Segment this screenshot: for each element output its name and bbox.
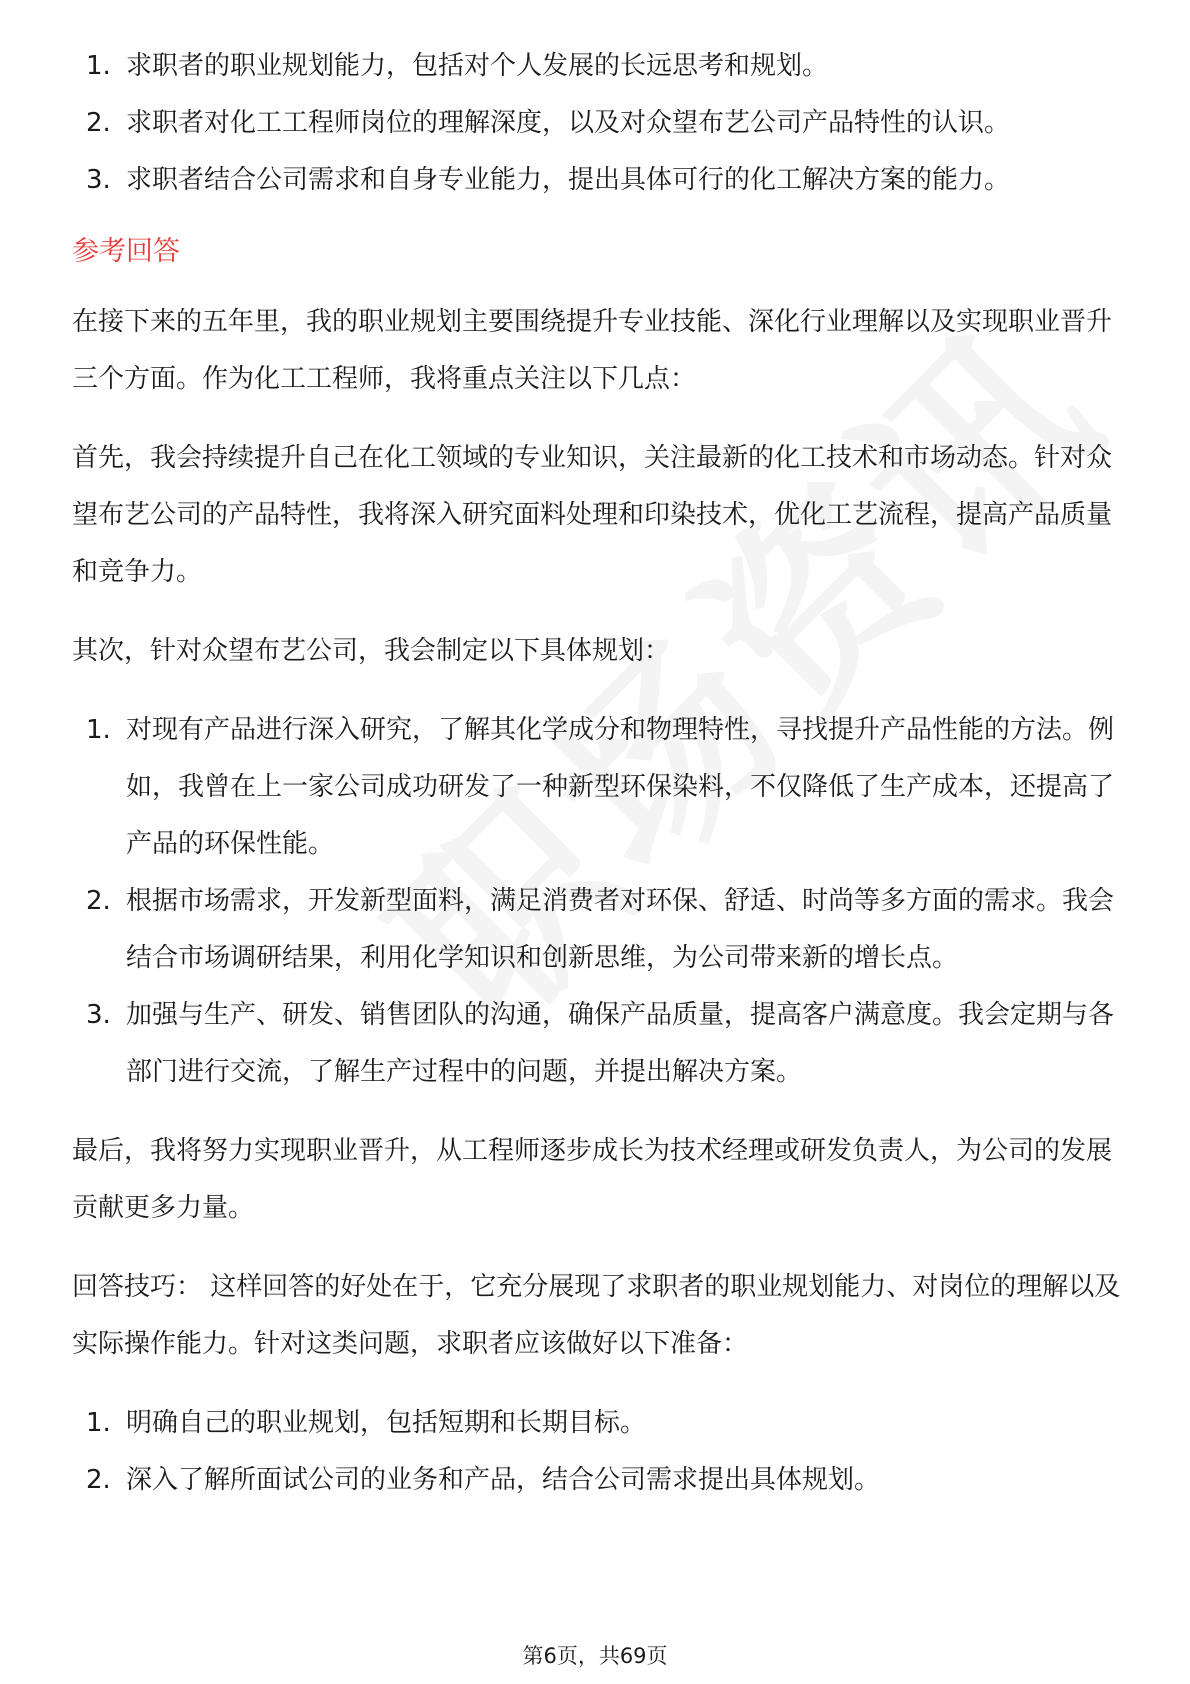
list-item: 2. 根据市场需求，开发新型面料，满足消费者对环保、舒适、时尚等多方面的需求。我会结合市场调研结果，利用化学知识和创新思维，为公司带来新的增长点。 [86, 886, 1115, 973]
list-item: 1. 明确自己的职业规划，包括短期和长期目标。 [86, 1408, 647, 1438]
section-heading: 参考回答 [72, 236, 180, 267]
list-item: 2. 深入了解所面试公司的业务和产品，结合公司需求提出具体规划。 [86, 1465, 881, 1495]
list-item-text: 深入了解所面试公司的业务和产品，结合公司需求提出具体规划。 [126, 1465, 881, 1495]
answer-last: 最后，我将努力实现职业晋升，从工程师逐步成长为技术经理或研发负责人，为公司的发展贡献更多力量。 [72, 1136, 1113, 1223]
list-item: 3. 加强与生产、研发、销售团队的沟通，确保产品质量，提高客户满意度。我会定期与各部门进行交流，了解生产过程中的问题，并提出解决方案。 [86, 1000, 1115, 1087]
list-item-text: 求职者的职业规划能力，包括对个人发展的长远思考和规划。 [126, 51, 829, 81]
list-item-text: 求职者对化工工程师岗位的理解深度，以及对众望布艺公司产品特性的认识。 [126, 108, 1011, 138]
list-item: 1. 对现有产品进行深入研究，了解其化学成分和物理特性，寻找提升产品性能的方法。例如，我曾在上一家公司成功研发了一种新型环保染料，不仅降低了生产成本，还提高了产品的环保性能。 [86, 715, 1115, 859]
answer-second: 其次，针对众望布艺公司，我会制定以下具体规划： [72, 636, 671, 666]
tips-list [72, 1395, 1122, 1509]
list-item: 1. 求职者的职业规划能力，包括对个人发展的长远思考和规划。 [86, 51, 829, 81]
answer-intro: 在接下来的五年里，我的职业规划主要围绕提升专业技能、深化行业理解以及实现职业晋升三个方面。作为化工工程师，我将重点关注以下几点： [72, 307, 1113, 394]
list-item-text: 对现有产品进行深入研究，了解其化学成分和物理特性，寻找提升产品性能的方法。例如，我曾在上一家公司成功研发了一种新型环保染料，不仅降低了生产成本，还提高了产品的环保性能。 [126, 715, 1115, 859]
page-content [72, 38, 1122, 1509]
list-item-text: 加强与生产、研发、销售团队的沟通，确保产品质量，提高客户满意度。我会定期与各部门进行交流，了解生产过程中的问题，并提出解决方案。 [126, 1000, 1115, 1087]
list-item: 2. 求职者对化工工程师岗位的理解深度，以及对众望布艺公司产品特性的认识。 [86, 108, 1011, 138]
evaluation-points-list [72, 38, 1122, 209]
list-item: 3. 求职者结合公司需求和自身专业能力，提出具体可行的化工解决方案的能力。 [86, 165, 1011, 195]
answer-tips: 回答技巧： 这样回答的好处在于，它充分展现了求职者的职业规划能力、对岗位的理解以及实际操作能力。针对这类问题，求职者应该做好以下准备： [72, 1272, 1121, 1359]
list-item-text: 求职者结合公司需求和自身专业能力，提出具体可行的化工解决方案的能力。 [126, 165, 1011, 195]
answer-first: 首先，我会持续提升自己在化工领域的专业知识，关注最新的化工技术和市场动态。针对众望布艺公司的产品特性，我将深入研究面料处理和印染技术，优化工艺流程，提高产品质量和竞争力。 [72, 443, 1113, 587]
list-item-text: 根据市场需求，开发新型面料，满足消费者对环保、舒适、时尚等多方面的需求。我会结合市场调研结果，利用化学知识和创新思维，为公司带来新的增长点。 [126, 886, 1115, 973]
plan-list [72, 702, 1122, 1101]
page-number: 第6页，共69页 [522, 1644, 668, 1668]
list-item-text: 明确自己的职业规划，包括短期和长期目标。 [126, 1408, 647, 1438]
